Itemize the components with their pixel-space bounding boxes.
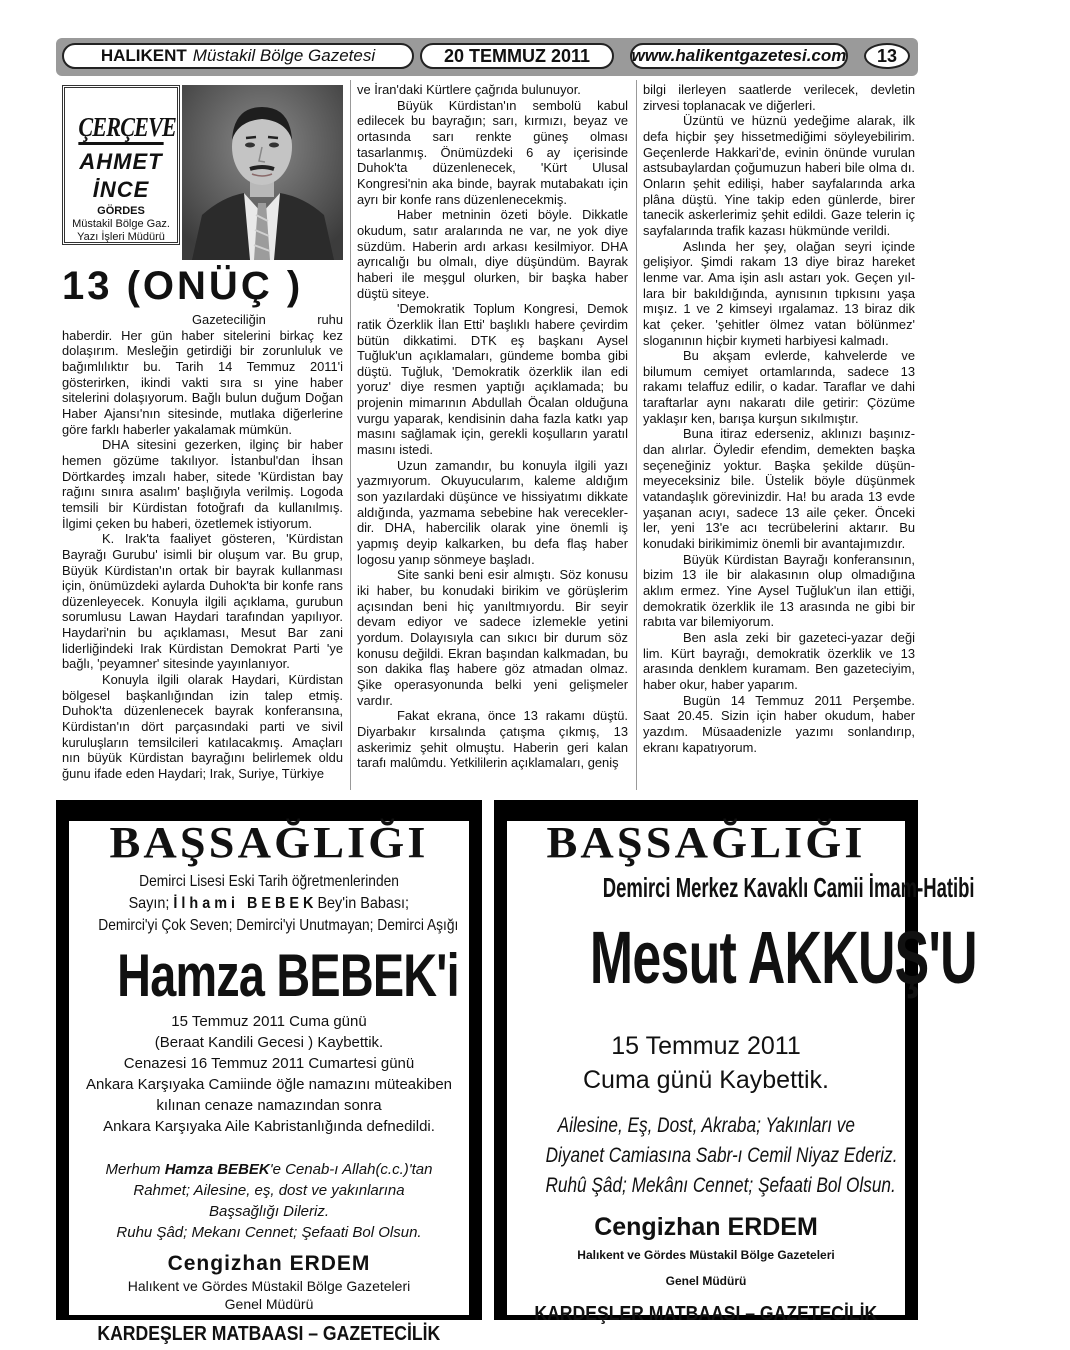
paragraph: K. Irak'ta faaliyet gösteren, 'Kürdistan Bayrağı Gurubu' isimli bir oluşum var. Bu grup, Büyük Kürdistan'ın ortak bir bayrak kullanması için, önümüzdeki aylarda Duhok'ta bir konfe rans düzenleyecek. Konuyla ilgili açıklama, gurubun sorumlusu Lawan Haydari tarafından yapılıyor. Haydari'nin bu açıklaması, Mesut Bar zani liderliğindeki Irak Kürdistan Demokrat Parti 'ye bağlı, 'peyamner' sitesinde yayınlanıyor. — [62, 531, 343, 672]
ad-left-inner — [69, 818, 469, 1345]
paragraph: Fakat ekrana, önce 13 rakamı düştü. Diyarbakır kırsalında çatışma çıkmış, 13 askerimiz şehit olmuştu. Haberin geri kalan tarafı malûmdu. Yetkililerin açıklamaları, geniş — [357, 708, 628, 771]
article-column-1 — [62, 312, 343, 782]
paragraph: Buna itiraz ederseniz, aklınızı başınızdan alırlar. Öyledir efendim, demekten başka seçeneğiniz yoktur. Başka şekilde düşünmeyeceksiniz bile. Üstelik böyle düşünmek vatandaşlık görevinizdir. Ha! bu arada 13 evde yaşanan acıyı, sadece 13 aile çeker. Önceki ler, yeni 13'e acı tecrübelerini aktarır. Bu konudaki birikimimiz önemli bir avantajımızdır. — [643, 426, 915, 552]
paragraph: Uzun zamandır, bu konuyla ilgili yazı yazmıyorum. Okuyucularım, kaleme aldığım son yazılardaki düşünce ve hissiyatımı dikkate aldığında, yazmama sebebine hak vereceklerdir. DHA, habercilik olarak yine önemli iş yapmış deyip kalkarken, bu defa flaş haber logosu yanıp sönmeye başladı. — [357, 457, 628, 567]
info-line: Cenazesi 16 Temmuz 2011 Cumartesi günü — [123, 1055, 415, 1072]
prayer-line: Merhum Hamza BEBEK'e Cenab-ı Allah(c.c.)'tan — [105, 1161, 433, 1178]
website-link[interactable]: www.halikentgazetesi.com — [630, 43, 848, 69]
paragraph: Haber metninin özeti böyle. Dikkatle okudum, satır aralarında ne var, ne yok diye süzdüm. Haberin ardı arkası kesilmiyor. DHA ayrıcalığı bu olmalı, diye düşündüm. Bayrak haberi ile meşgul olurken, bir başka haber düştü siteye. — [357, 207, 628, 301]
author-box — [62, 85, 180, 245]
paragraph: Gazeteciliğin ruhu haberdir. Her gün haber sitelerini birkaç kez dolaşırım. Mesleğin getirdiği bir zorunluluk ve bağımlılıktır bu. Tarih 14 Temmuz 2011'i gösterirken, ikindi vakti sıra sı yine haber sitelerini dolaşıyorum. Bağlı bulun duğum Doğan Haber Ajansı'nın sitesinde, mutlaka diğerlerine göre farklı haberler yakalamak mümkün. — [62, 312, 343, 437]
column-divider — [636, 80, 637, 790]
paragraph: bilgi ilerleyen saatlerde verilecek, devletin zirvesi toplanacak ve diğerleri. — [643, 82, 915, 113]
ad-right-footer: KARDEŞLER MATBAASI – GAZETECİLİK — [534, 1303, 878, 1325]
ad-right-heading: BAŞSAĞLIĞI — [546, 818, 866, 867]
prayer-line: Başsağlığı Dileriz. — [208, 1203, 330, 1220]
info-line: 15 Temmuz 2011 Cuma günü — [171, 1013, 367, 1030]
author-last-name: İNCE — [92, 177, 150, 202]
paragraph: Üzüntü ve hüznü yedeğime alarak, ilk defa hiçbir şey hissetmediğimi söyleyebilirim. Geçenlerde Hakkari'de, evinin önünde vurulan astsubaylardan çoğumuzun haberi bile olma dı. Onların şehit edilişi, haber sayfalarında arka plâna düştü. Yine takip eden günlerde, birer tanecik askerlerimiz şehit edildi. Gaze telerin iç sayfalarında trafik kazası hükmünde verildi. — [643, 113, 915, 238]
page-header — [56, 38, 918, 76]
article-column-3 — [643, 82, 915, 755]
prayer-line: Ailesine, Eş, Dost, Akraba; Yakınları ve — [557, 1114, 855, 1137]
ad-left-prayer — [69, 1159, 469, 1243]
ad-left-deceased-name: Hamza BEBEK'i — [117, 942, 459, 1009]
prayer-line: Ruhu Şâd; Mekanı Cennet; Şefaati Bol Olsun. — [116, 1224, 422, 1241]
ad-left-footer: KARDEŞLER MATBAASI – GAZETECİLİK — [97, 1323, 441, 1345]
ad-left-line-2: Sayın; İ l h a m i B E B E K Bey'in Babası; — [128, 895, 410, 912]
paragraph: 'Demokratik Toplum Kongresi, Demok ratik Özerklik İlan Etti' başlıklı habere çevirdim bütün dikkatimi. DTK eş başkanı Aysel Tuğluk'un açıklamaları, gündeme bomba gibi düştü. Tuğluk, 'Demokratik özerklik ilan edi yoruz' diye resmen yaptığı açıklamada; bu projenin mimarının Abdullah Öcalan olduğuna vurgu yaparak, kendisinin daha fazla katkı yap masını sağlamak için, gerekli koşulların yaratıl masını istedi. — [357, 301, 628, 458]
ad-left-heading: BAŞSAĞLIĞI — [109, 818, 429, 867]
article-title: 13 (ONÜÇ ) — [62, 264, 304, 308]
column-section-name: ÇERÇEVE — [78, 112, 163, 145]
ad-right-signer: Cengizhan ERDEM — [594, 1213, 818, 1241]
paragraph: Konuyla ilgili olarak Haydari, Kürdistan bölgesel başkanlığından izin talep etmiş. Duhok'ta düzenlenecek bayrak konferansına, Kürdistan'ın dört parçasındaki parti ve sivil kuruluşların temsilcileri katılacakmış. Amaçları nın büyük Kürdistan bayrağını belirlemek oldu ğunu ifade eden Haydari; Irak, Suriye, Türkiye — [62, 672, 343, 782]
brand-name: HALIKENT — [100, 46, 187, 65]
paragraph: Büyük Kürdistan Bayrağı konferansının, bizim 13 ile bir alakasının olup olmadığına aklım ermez. Yine Aysel Tuğluk'un ilan ettiği, demokratik özerklik ile 13 arasında ne gibi bir rabıta var bilemiyorum. — [643, 551, 915, 630]
ad-right-signer-title-2: Genel Müdürü — [665, 1274, 747, 1288]
column-divider — [350, 80, 351, 790]
ad-left-signer-title-1: Halıkent ve Gördes Müstakil Bölge Gazeteleri — [127, 1278, 411, 1294]
teacher-name: İ l h a m i B E B E K — [173, 895, 314, 912]
info-line: (Beraat Kandili Gecesi ) Kaybettik. — [154, 1034, 384, 1051]
paragraph: DHA sitesini gezerken, ilginç bir haber hemen gözüme takılıyor. İstanbul'dan İhsan Dörtkardeş imzalı haber, sitede 'Kürdistan bay rağını sınıra asalım' başlığıyla verilmiş. Logoda temsili bir Kürdistan fotoğrafı da kullanılmış. İlgimi çeken bu haberi, özetlemek istiyorum. — [62, 437, 343, 531]
ad-left-signer-title-2: Genel Müdürü — [224, 1296, 314, 1312]
paragraph: Site sanki beni esir almıştı. Söz konusu iki haber, bu konudaki birikim ve görüşlerim açısından beni hiç yanıltmıyordu. Bir seyir devam ediyor ve sadece izlemekle yetini yordum. Dolayısıyla can sıkıcı bir durum söz konusu değildi. Ekran başından kalkmadan, bu son dakika flaş habere göz atmadan olmaz. Şike operasyonunda belki yeni gelişmeler vardır. — [357, 567, 628, 708]
info-line: Ankara Karşıyaka Camiinde öğle namazını müteakiben — [85, 1076, 453, 1093]
paragraph: ve İran'daki Kürtlere çağrıda bulunuyor. — [357, 82, 581, 97]
paragraph: Bu akşam evlerde, kahvelerde ve bilumum cemiyet ortamlarında, sadece 13 rakamı telaffuz edilir, o kadar. Taraflar ve dahi taraftarlar aynı nakaratı dile getirir: Çözüme yaklaşır ken, barışa kurşun sıkılmıştır. — [643, 348, 915, 426]
ad-left-line-1: Demirci Lisesi Eski Tarih öğretmenlerinden — [139, 873, 399, 890]
author-city: GÖRDES — [97, 205, 145, 217]
brand-subtitle: Müstakil Bölge Gazetesi — [192, 46, 376, 65]
ad-right-subtitle: Demirci Merkez Kavaklı Camii İmam-Hatibi — [602, 872, 975, 903]
author-role-line-2: Yazı İşleri Müdürü — [77, 231, 165, 243]
paragraph: Bugün 14 Temmuz 2011 Perşembe. Saat 20.45. Sizin için haber okudum, haber yazdım. Müsaadenizle yazımı sonlandırıp, ekranı kapatıyorum. — [643, 692, 915, 755]
article-column-2 — [357, 82, 628, 771]
info-line: kılınan cenaze namazından sonra — [156, 1097, 382, 1114]
ad-right-date: 15 Temmuz 2011 — [611, 1032, 801, 1060]
author-first-name: AHMET — [79, 149, 163, 174]
ad-left-info — [69, 1011, 469, 1137]
paragraph: Ben asla zeki bir gazeteci-yazar deği lim. Kürt bayrağı, demokratik özerklik ve 13 arasında denklem kuramam. Ben gazeteciyim, haber okur, haber yaparım. — [643, 629, 915, 692]
ad-right-prayer — [507, 1111, 905, 1201]
condolence-ad-right — [494, 800, 977, 1325]
ad-right-date-2: Cuma günü Kaybettik. — [583, 1066, 829, 1094]
info-line: Ankara Karşıyaka Aile Kabristanlığında defnedildi. — [103, 1118, 435, 1135]
ad-right-signer-title-1: Halıkent ve Gördes Müstakil Bölge Gazeteleri — [577, 1248, 835, 1262]
issue-date: 20 TEMMUZ 2011 — [420, 43, 614, 69]
prayer-line: Rahmet; Ailesine, eş, dost ve yakınlarına — [133, 1182, 405, 1199]
paragraph: Aslında her şey, olağan seyri içinde gelişiyor. Şimdi rakam 13 diye biraz hareket lenme var. Ama işin aslı astarı yok. Geçen yıllara bir bakıldığında, aynısının tıpkısını yaşa mışız. 1 ve 2 kimseyi ırgalamaz. 13 biraz dik kat çeker. 'şehitler ölmez vatan bölünmez' sloganının hiçbir kıymeti harbiyesi kalmadı. — [643, 238, 915, 348]
newspaper-name — [62, 43, 414, 69]
author-photo — [182, 85, 343, 260]
prayer-line: Ruhû Şâd; Mekânı Cennet; Şefaati Bol Olsun. — [545, 1174, 896, 1197]
prayer-line: Diyanet Camiasına Sabr-ı Cemil Niyaz Ederiz. — [545, 1144, 898, 1167]
page-number: 13 — [864, 43, 910, 69]
ad-right-inner — [507, 818, 977, 1325]
ad-left-line-3: Demirci'yi Çok Seven; Demirci'yi Unutmayan; Demirci Aşığı — [98, 917, 459, 934]
paragraph: Büyük Kürdistan'ın sembolü kabul edilecek bu bayrağın; sarı, kırmızı, beyaz ve ortasında sarı renkte güneş olması tasarlanmış. Önümüzdeki 6 ay içerisinde Duhok'ta düzenlenecek, 'Kürt Ulusal Kongresi'nin aka binde, bayrak mutabakatı için ayrı bir konfe rans düzenlenecekmiş. — [357, 97, 628, 207]
condolence-ad-left — [56, 800, 482, 1345]
ad-left-signer: Cengizhan ERDEM — [167, 1252, 371, 1275]
author-role-line-1: Müstakil Bölge Gaz. — [72, 218, 170, 230]
ad-right-deceased-name: Mesut AKKUŞ'U — [589, 916, 977, 999]
